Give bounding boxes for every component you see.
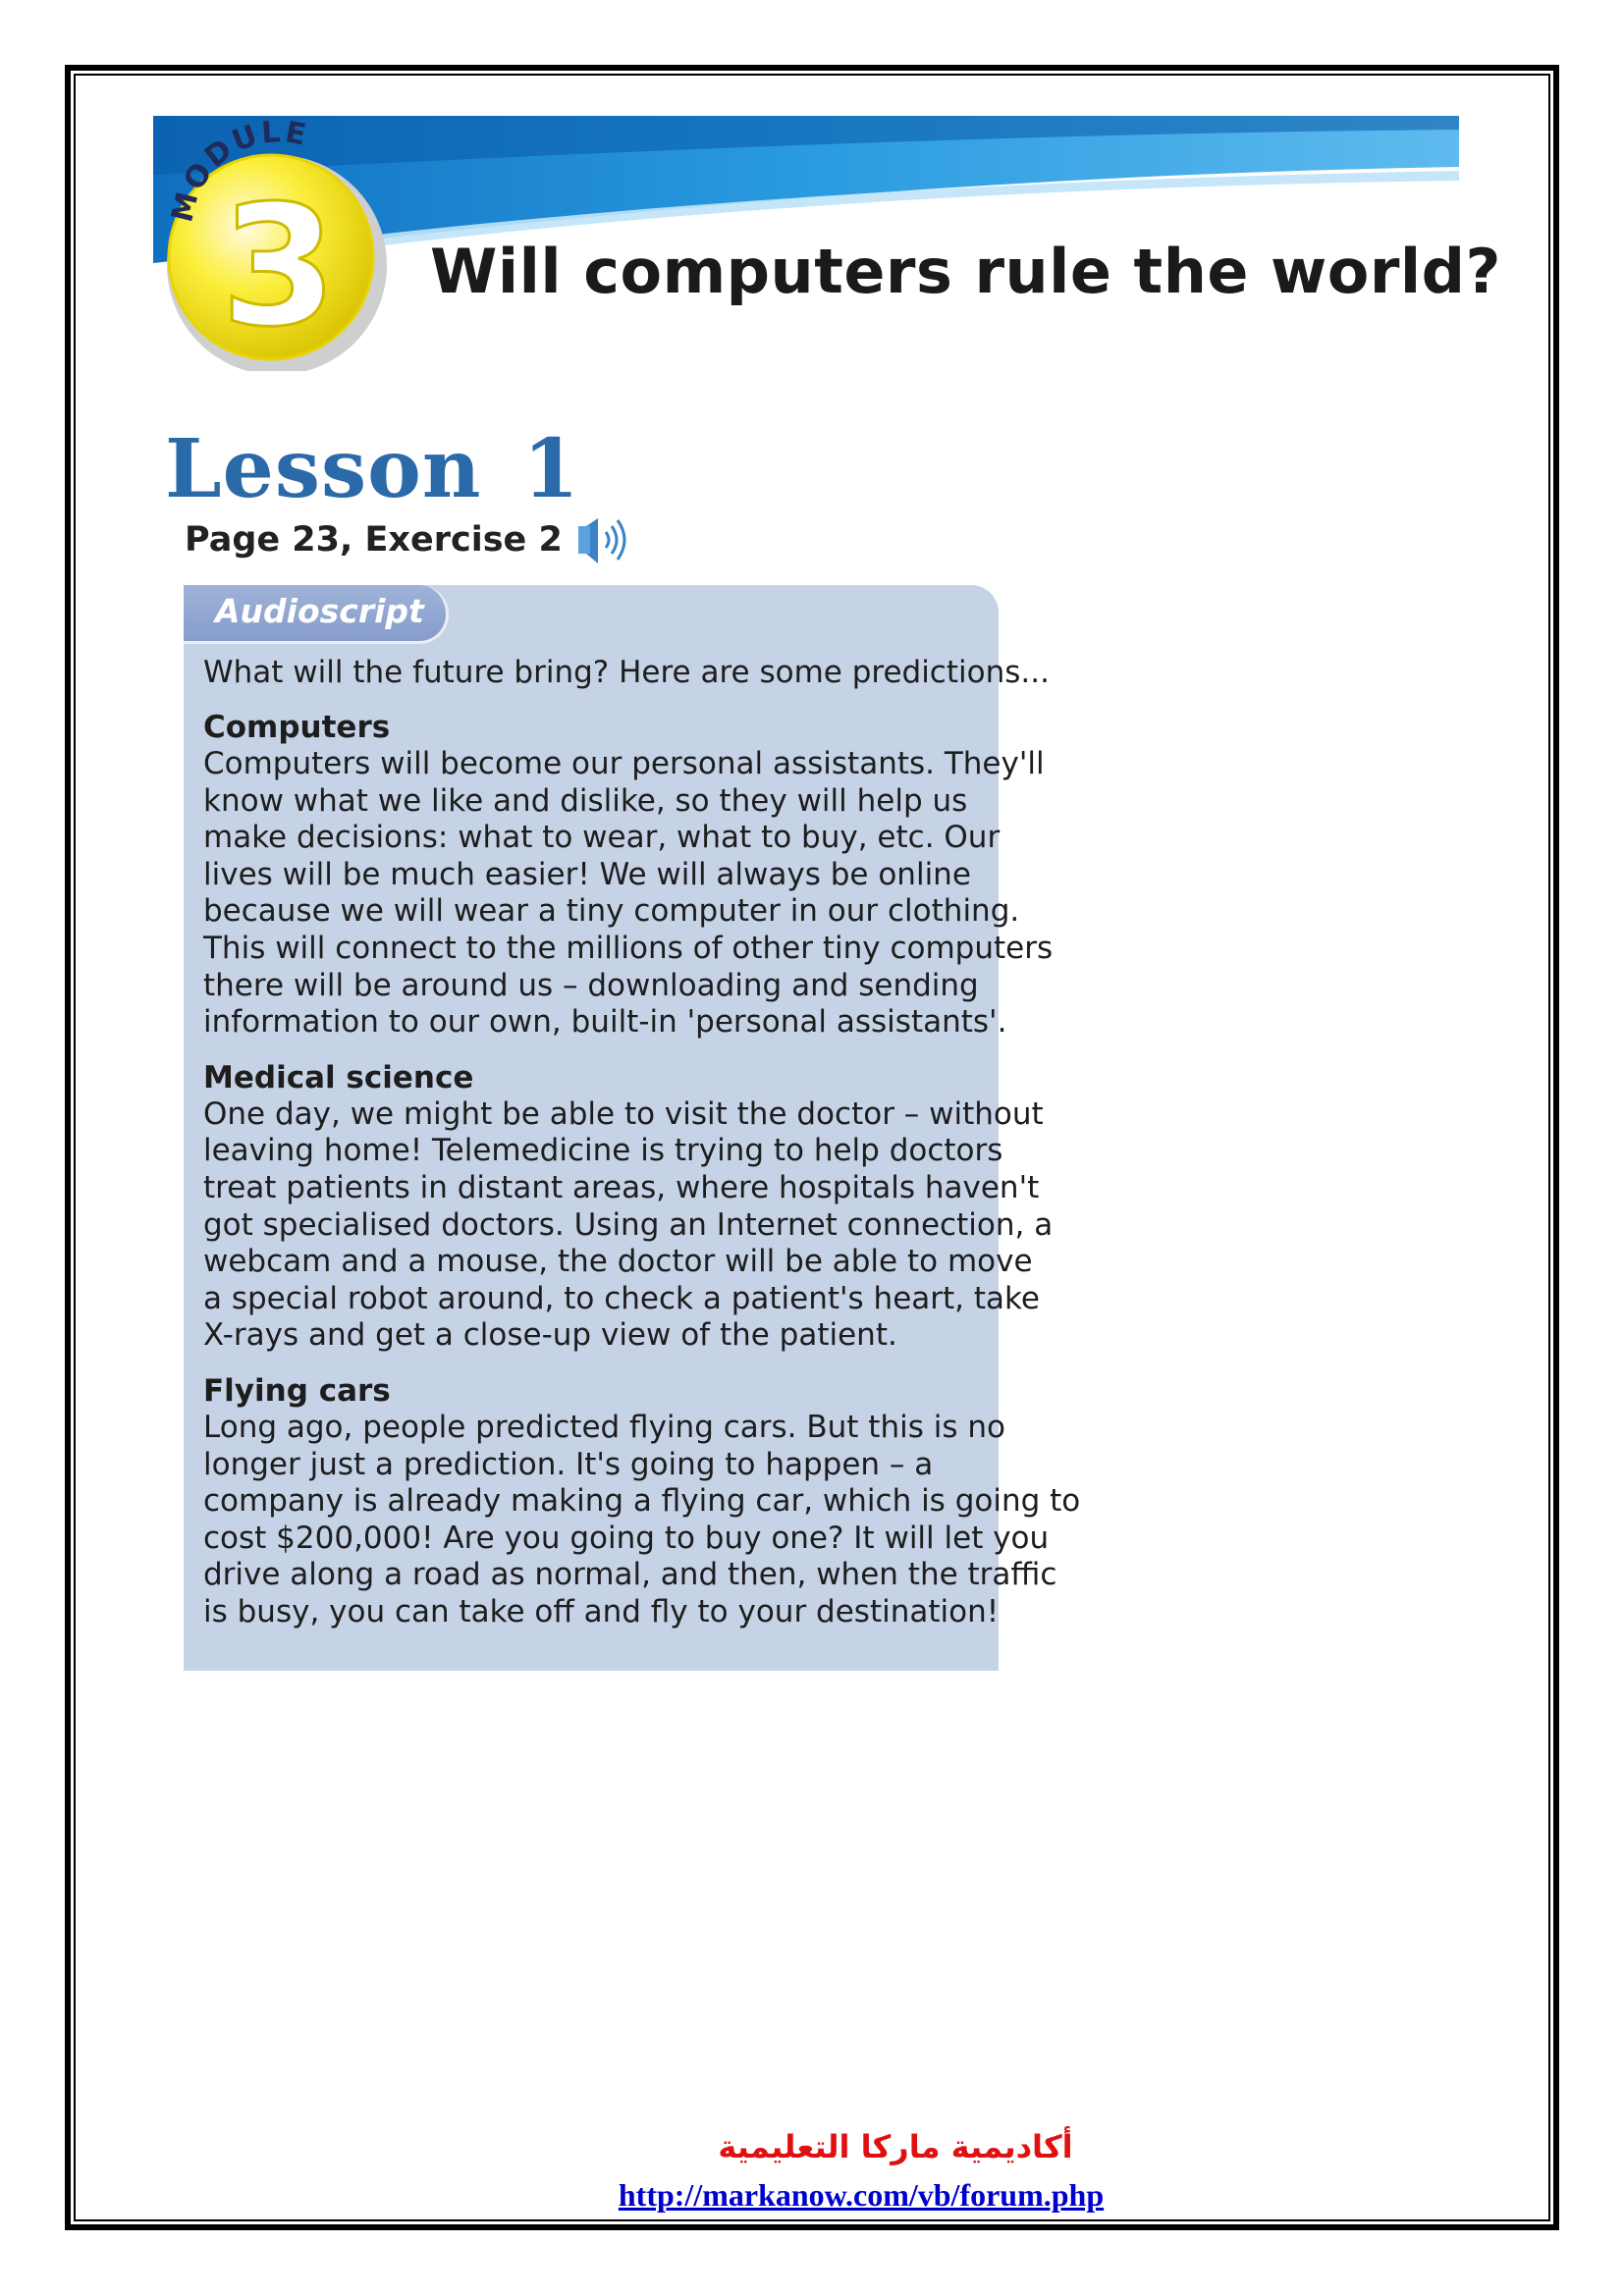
footer-forum-link[interactable]: http://markanow.com/vb/forum.php (618, 2177, 1105, 2213)
audioscript-intro: What will the future bring? Here are some predictions... (203, 655, 1050, 690)
body-line: cost $200,000! Are you going to buy one? It will let you (203, 1520, 1050, 1556)
section-flying-cars (203, 1372, 1081, 1631)
section-heading: Computers (203, 710, 391, 745)
body-line: treat patients in distant areas, where hospitals haven't (203, 1169, 1040, 1205)
section-medical-science (203, 1059, 1054, 1355)
exercise-ref-text: Page 23, Exercise 2 (185, 520, 563, 560)
body-line: information to our own, built-in 'personal assistants'. (203, 1004, 1007, 1041)
body-line: webcam and a mouse, the doctor will be able to move (203, 1244, 1033, 1280)
exercise-reference (185, 512, 637, 567)
speaker-icon[interactable] (576, 512, 637, 567)
section-heading: Medical science (203, 1059, 474, 1095)
body-line: because we will wear a tiny computer in our clothing. (203, 893, 1020, 930)
body-line: know what we like and dislike, so they will help us (203, 782, 968, 819)
module-label: MODULE (165, 116, 312, 226)
section-body (203, 1095, 1054, 1355)
audioscript-tab (184, 585, 449, 644)
body-line: make decisions: what to wear, what to buy, etc. Our (203, 820, 1001, 856)
section-body (203, 1409, 1081, 1631)
lesson-heading (165, 422, 580, 516)
section-computers (203, 709, 1054, 1041)
section-body (203, 746, 1054, 1041)
body-line: got specialised doctors. Using an Internet connection, a (203, 1206, 1054, 1243)
body-line: a special robot around, to check a patient's heart, take (203, 1280, 1040, 1316)
section-heading: Flying cars (203, 1372, 391, 1409)
body-line: longer just a prediction. It's going to happen – a (203, 1446, 934, 1482)
body-line: Computers will become our personal assistants. They'll (203, 746, 1045, 781)
body-line: is busy, you can take off and fly to your destination! (203, 1593, 1000, 1629)
module-title: Will computers rule the world? (430, 236, 1502, 307)
svg-text:3: 3 (220, 170, 338, 364)
body-line: X-rays and get a close-up view of the patient. (203, 1317, 897, 1354)
footer-academy-name: أكاديمية ماركا التعليمية (718, 2128, 1073, 2165)
lesson-number: 1 (522, 422, 580, 516)
body-line: One day, we might be able to visit the doctor – without (203, 1095, 1044, 1132)
body-line: Long ago, people predicted flying cars. But this is no (203, 1409, 1005, 1445)
audioscript-tab-label: Audioscript (215, 592, 424, 630)
body-line: leaving home! Telemedicine is trying to help doctors (203, 1133, 1003, 1169)
body-line: lives will be much easier! We will always be online (203, 856, 971, 892)
body-line: drive along a road as normal, and then, when the traffic (203, 1557, 1057, 1593)
body-line: This will connect to the millions of other tiny computers (203, 930, 1054, 966)
lesson-word: Lesson (165, 422, 482, 516)
audioscript-box (184, 585, 1081, 1671)
body-line: company is already making a flying car, which is going to (203, 1483, 1081, 1520)
body-line: there will be around us – downloading and sending (203, 967, 979, 1003)
